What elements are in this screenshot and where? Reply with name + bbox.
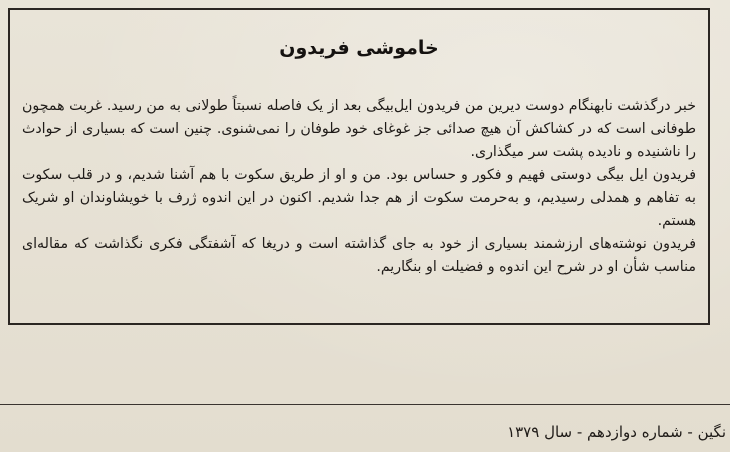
article-paragraph-3: فریدون نوشته‌های ارزشمند بسیاری از خود به جای گذاشته است و دریغا که آشفتگی فکری نگذاشت که مقاله‌ای مناسب شأن او در شرح این اندوه و فضیلت او بنگاریم. — [22, 236, 696, 275]
article-title: خاموشی فریدون — [279, 37, 439, 59]
article-paragraph-1: خبر درگذشت نابهنگام دوست دیرین من فریدون ایل‌بیگی بعد از یک فاصله نسبتاً طولانی به من رسید. غربت همچون طوفانی است که در کشاکش آن هیچ صدائی جز غوغای خود طوفان را نمی‌شنوی. چنین است که بسیاری از حوادث را ناشنیده و نادیده پشت سر میگذاری. — [22, 98, 696, 160]
page-footer: نگین - شماره دوازدهم - سال ۱۳۷۹ — [507, 423, 726, 441]
article-body — [22, 95, 696, 279]
article-paragraph-2: فریدون ایل بیگی دوستی فهیم و فکور و حساس بود. من و او از طریق سکوت با هم آشنا شدیم، و در قلب سکوت به تفاهم و همدلی رسیدیم، و به‌حرمت سکوت از هم جدا شدیم. اکنون در این اندوه ژرف با خویشاوندان او شریک هستم. — [22, 167, 696, 229]
footer-divider — [0, 404, 730, 405]
article-box — [8, 8, 710, 325]
